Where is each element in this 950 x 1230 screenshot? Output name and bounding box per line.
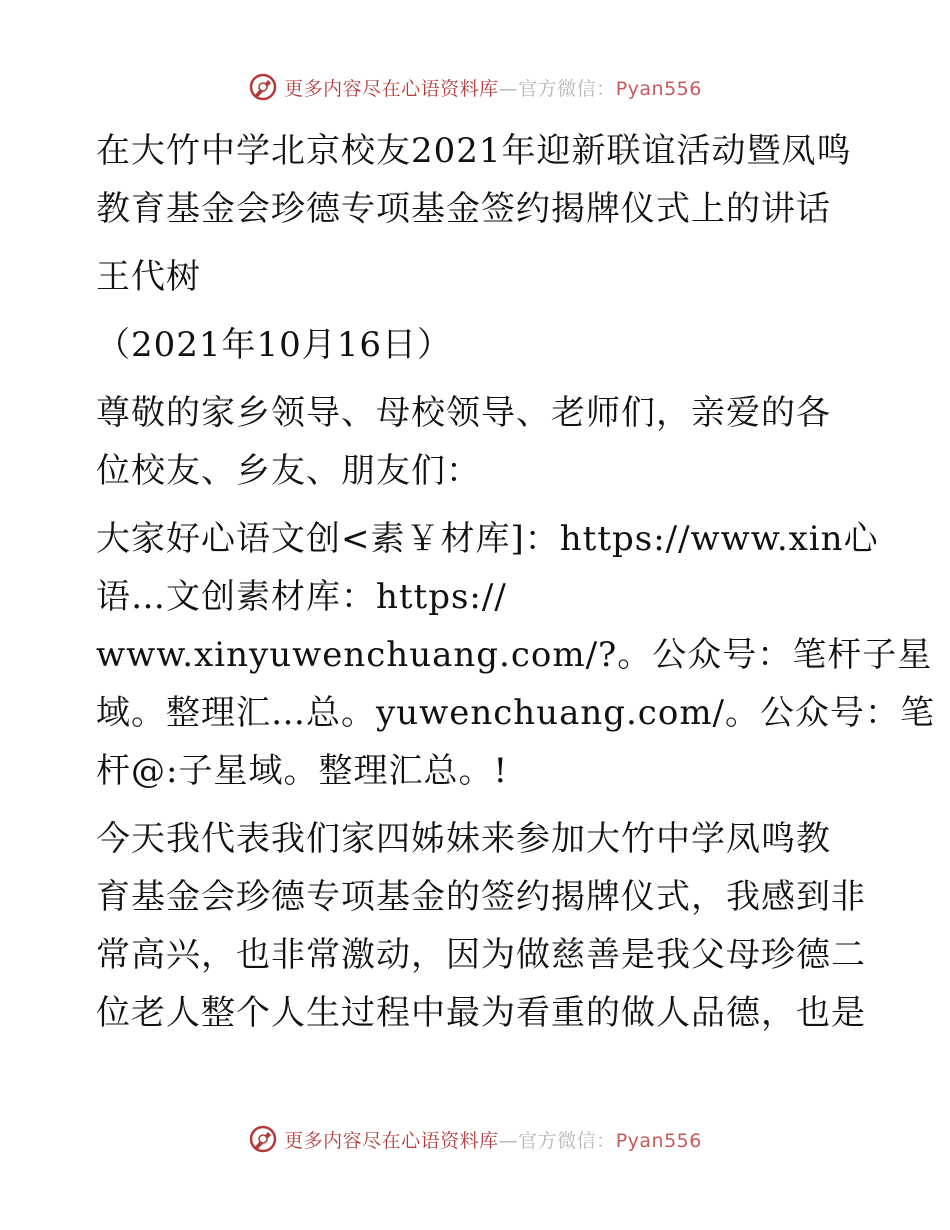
paragraph-greeting: [96, 510, 936, 800]
title-line: 教育基金会珍德专项基金签约揭牌仪式上的讲话: [96, 189, 831, 229]
paragraph-line: 常高兴，也非常激动，因为做慈善是我父母珍德二: [96, 935, 866, 975]
quill-seal-icon: [248, 1124, 278, 1154]
author-name: 王代树: [96, 257, 201, 297]
salutation-line: 尊敬的家乡领导、母校领导、老师们，亲爱的各: [96, 393, 831, 433]
paragraph-line: 育基金会珍德专项基金的签约揭牌仪式，我感到非: [96, 877, 866, 917]
paragraph-main: [96, 810, 866, 1042]
watermark-footer: [0, 1124, 950, 1154]
paragraph-line: 域。整理汇…总。yuwenchuang.com/。公众号：笔: [96, 693, 936, 733]
salutation-line: 位校友、乡友、朋友们：: [96, 451, 481, 491]
quill-seal-icon: [248, 72, 278, 102]
document-title: [96, 122, 856, 238]
watermark-header: [0, 72, 950, 102]
watermark-text: 更多内容尽在心语资料库—官方微信：Pyan556: [284, 1129, 702, 1152]
paragraph-line: 今天我代表我们家四姊妹来参加大竹中学凤鸣教: [96, 819, 831, 859]
watermark-text: 更多内容尽在心语资料库—官方微信：Pyan556: [284, 77, 702, 100]
paragraph-line: 语…文创素材库：https://: [96, 577, 507, 617]
salutation: [96, 384, 856, 500]
title-line: 在大竹中学北京校友2021年迎新联谊活动暨凤鸣: [96, 131, 852, 171]
paragraph-line: 杆@:子星域。整理汇总。!: [96, 751, 509, 791]
paragraph-line: 大家好心语文创<素￥材库]：https://www.xin心: [96, 519, 879, 559]
document-body: [96, 122, 936, 1042]
paragraph-line: 位老人整个人生过程中最为看重的做人品德，也是: [96, 993, 866, 1033]
paragraph-line: www.xinyuwenchuang.com/?。公众号：笔杆子星: [96, 635, 933, 675]
speech-date: （2021年10月16日）: [96, 325, 453, 365]
